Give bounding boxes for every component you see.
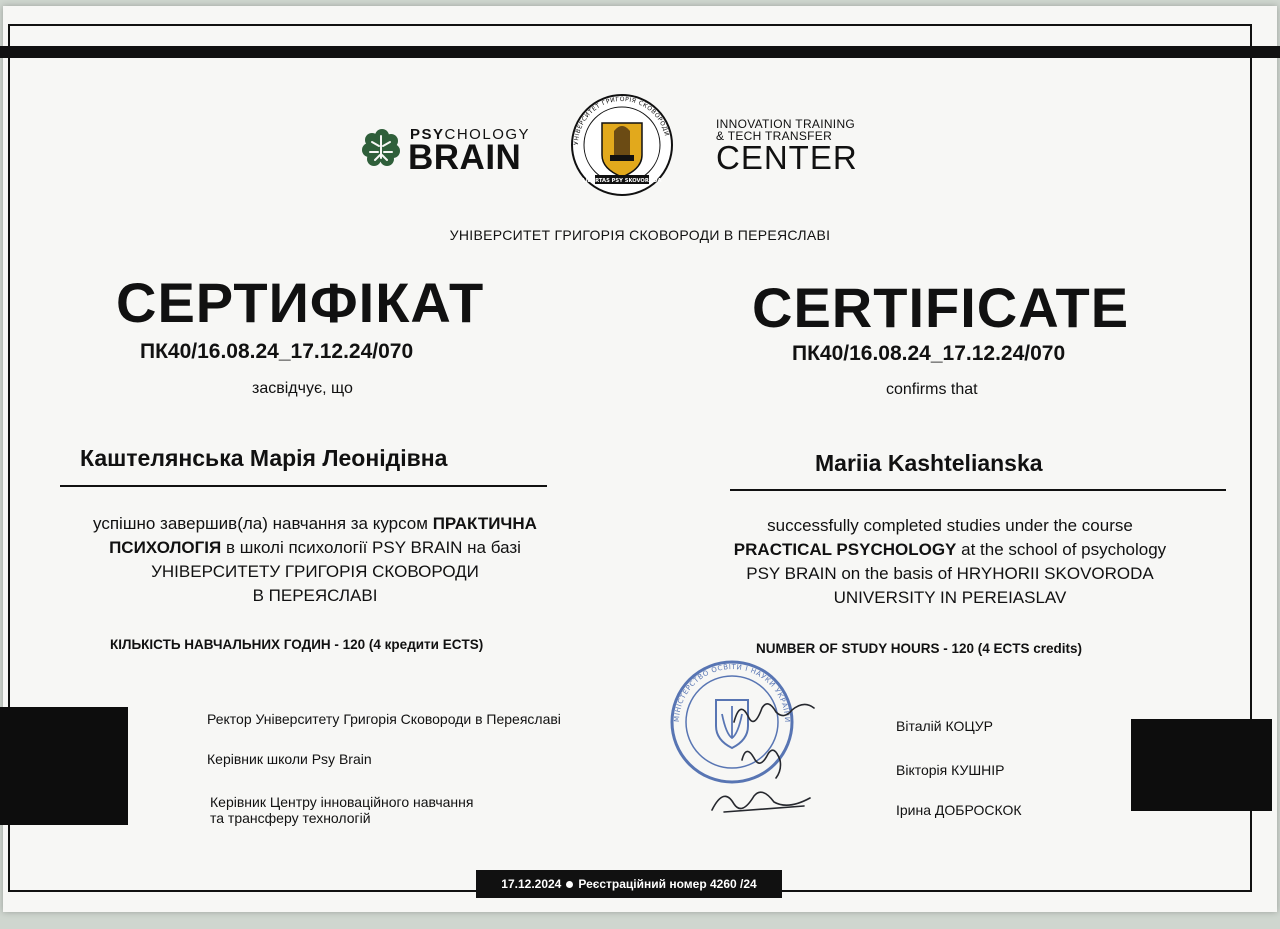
signature-rector bbox=[734, 704, 814, 722]
title-en: CERTIFICATE bbox=[752, 276, 1130, 339]
signatory-role-rector: Ректор Університету Григорія Сковороди в Переяславі bbox=[207, 711, 561, 727]
svg-text:LIBERTAS PSY SKOVORODA: LIBERTAS PSY SKOVORODA bbox=[582, 178, 662, 184]
center-logo-line2: & TECH TRANSFER bbox=[716, 129, 833, 143]
name-underline-en bbox=[730, 489, 1226, 491]
study-hours-uk: КІЛЬКІСТЬ НАВЧАЛЬНИХ ГОДИН - 120 (4 кредити ECTS) bbox=[110, 637, 484, 652]
top-black-bar bbox=[0, 46, 1280, 58]
center-logo-line1: INNOVATION TRAINING bbox=[716, 117, 856, 131]
recipient-name-uk: Каштелянська Марія Леонідівна bbox=[80, 445, 448, 471]
confirms-text-en: confirms that bbox=[886, 381, 978, 398]
university-crest-seal bbox=[570, 93, 674, 201]
left-black-block bbox=[0, 707, 128, 825]
name-underline-uk bbox=[60, 485, 547, 487]
svg-text:МІНІСТЕРСТВО ОСВІТИ І НАУКИ УК: МІНІСТЕРСТВО ОСВІТИ І НАУКИ УКРАЇНИ bbox=[672, 662, 792, 723]
registration-number: Реєстраційний номер 4260 /24 bbox=[578, 877, 757, 891]
psychology-wordmark: PSYCHOLOGY bbox=[410, 126, 531, 143]
title-uk: СЕРТИФІКАТ bbox=[116, 271, 485, 334]
signatory-role-school-head: Керівник школи Psy Brain bbox=[207, 751, 372, 767]
psy-brain-logo bbox=[360, 126, 545, 177]
certificate-code-en: ПК40/16.08.24_17.12.24/070 bbox=[792, 342, 1066, 365]
svg-text:УНІВЕРСИТЕТ ГРИГОРІЯ СКОВОРОДИ: УНІВЕРСИТЕТ ГРИГОРІЯ СКОВОРОДИ bbox=[572, 95, 671, 146]
signatory-name-school-head: Вікторія КУШНІР bbox=[896, 762, 1005, 778]
recipient-name-en: Mariia Kashtelianska bbox=[815, 450, 1043, 476]
center-logo-line3: CENTER bbox=[716, 139, 858, 176]
signatory-name-rector: Віталій КОЦУР bbox=[896, 718, 993, 734]
separator-dot-icon bbox=[566, 881, 573, 888]
study-hours-en: NUMBER OF STUDY HOURS - 120 (4 ECTS credits) bbox=[756, 641, 1083, 656]
brain-wordmark: BRAIN bbox=[408, 138, 522, 177]
university-name-header: УНІВЕРСИТЕТ ГРИГОРІЯ СКОВОРОДИ В ПЕРЕЯСЛАВІ bbox=[449, 227, 831, 243]
registration-footer-badge bbox=[476, 870, 782, 898]
course-description-en: successfully completed studies under the course PRACTICAL PSYCHOLOGY at the school of psychology PSY BRAIN on the basis of HRYHORII SKOVORODA UNIVERSITY IN PEREIASLAV bbox=[733, 516, 1167, 607]
certificate-code-uk: ПК40/16.08.24_17.12.24/070 bbox=[140, 340, 414, 363]
issue-date: 17.12.2024 bbox=[501, 877, 562, 891]
right-black-block bbox=[1131, 719, 1272, 811]
brain-icon bbox=[360, 128, 402, 170]
signatory-role-center-head: Керівник Центру інноваційного навчання та трансферу технологій bbox=[210, 794, 474, 826]
innovation-center-logo bbox=[716, 117, 866, 177]
signatory-name-center-head: Ірина ДОБРОСКОК bbox=[896, 802, 1022, 818]
official-round-stamp bbox=[664, 660, 834, 830]
course-description-uk: успішно завершив(ла) навчання за курсом ПРАКТИЧНА ПСИХОЛОГІЯ в школі психології PSY BRAIN на базі УНІВЕРСИТЕТУ ГРИГОРІЯ СКОВОРОДИ В ПЕРЕЯСЛАВІ bbox=[93, 514, 537, 605]
signature-center-head bbox=[712, 792, 810, 812]
confirms-text-uk: засвідчує, що bbox=[252, 380, 353, 397]
